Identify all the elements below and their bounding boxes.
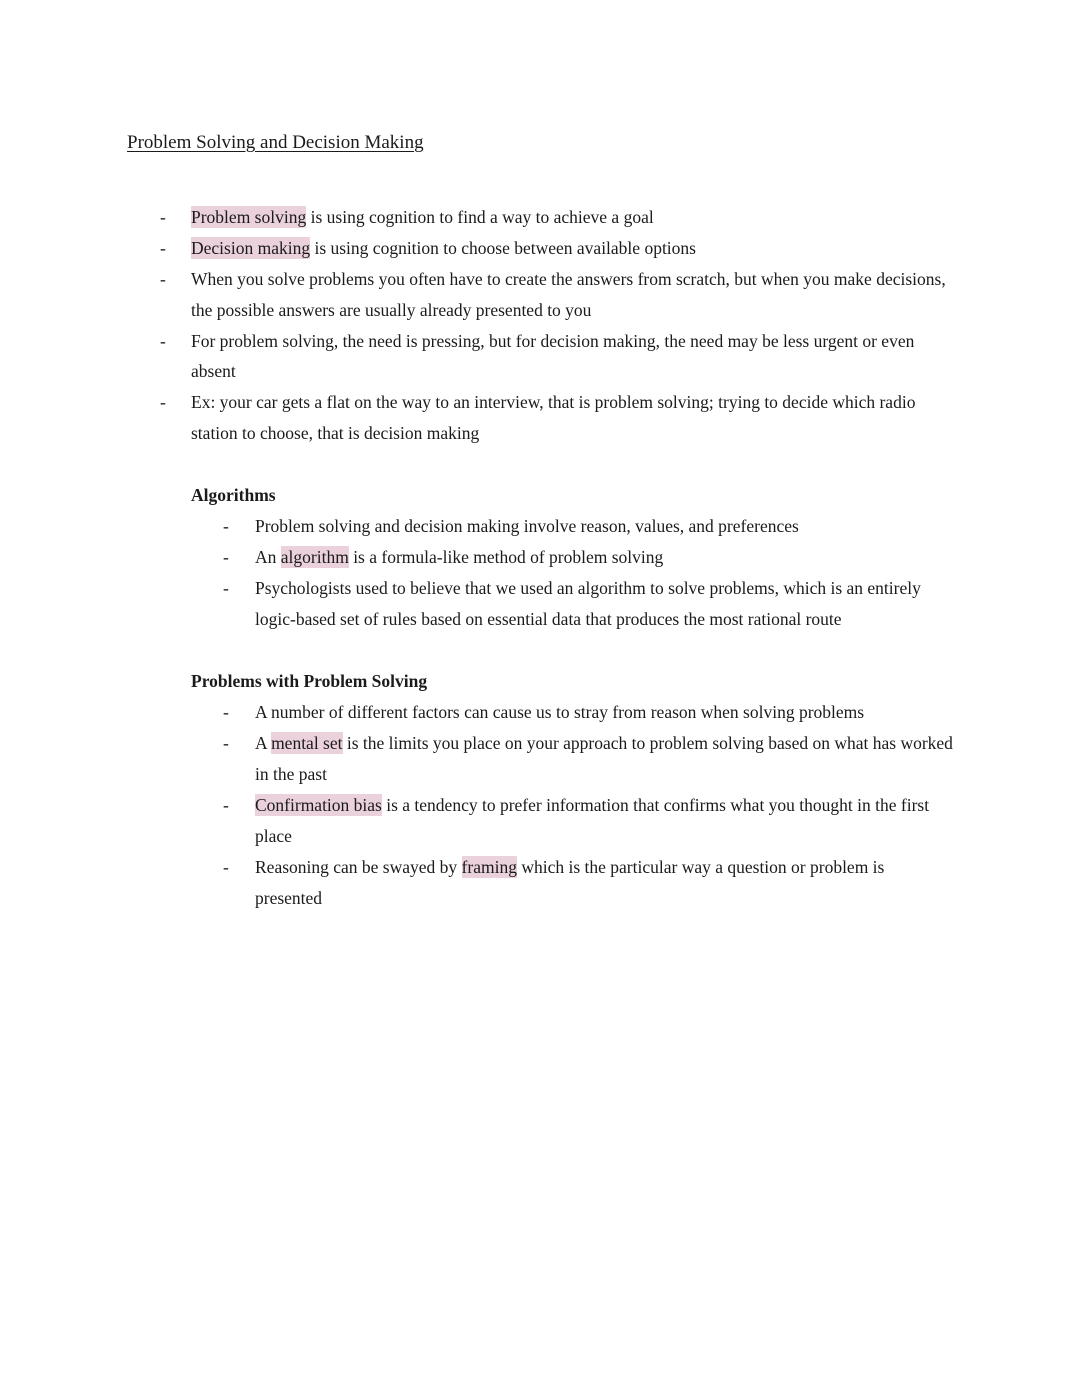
- list-item-text: [191, 233, 953, 264]
- text-segment: is the limits you place on your approach to problem solving based on what has worked in the past: [255, 733, 953, 785]
- text-segment: When you solve problems you often have to create the answers from scratch, but when you make decisions, the possible answers are usually already presented to you: [191, 268, 946, 320]
- list-item-text: [255, 728, 953, 790]
- dash-bullet: -: [223, 516, 229, 537]
- section-heading: Algorithms: [191, 485, 276, 506]
- list-item-text: [191, 326, 953, 388]
- document-content: [127, 202, 953, 914]
- bullet-list: [223, 511, 953, 635]
- list-item: [223, 728, 953, 790]
- highlighted-term: Decision making: [191, 237, 311, 258]
- dash-bullet: -: [223, 578, 229, 599]
- list-item-text: [191, 387, 953, 449]
- highlighted-term: framing: [461, 857, 517, 878]
- text-segment: is using cognition to find a way to achieve a goal: [306, 206, 654, 227]
- bullet-list: [160, 202, 953, 450]
- text-segment: A number of different factors can cause us to stray from reason when solving problems: [255, 702, 865, 723]
- list-item-text: [255, 511, 953, 542]
- text-segment: Psychologists used to believe that we used an algorithm to solve problems, which is an entirely logic-based set of rules based on essential data that produces the most rational route: [255, 578, 921, 630]
- list-item: [223, 790, 953, 852]
- list-item-text: [255, 852, 953, 914]
- list-item-text: [255, 697, 953, 728]
- list-item: [160, 202, 953, 233]
- highlighted-term: Problem solving: [191, 206, 307, 227]
- text-segment: Reasoning can be swayed by: [255, 857, 462, 878]
- dash-bullet: -: [223, 702, 229, 723]
- text-segment: Problem solving and decision making involve reason, values, and preferences: [255, 516, 799, 537]
- list-item-text: [191, 202, 953, 233]
- text-segment: A: [255, 733, 272, 754]
- highlighted-term: algorithm: [280, 547, 349, 568]
- section-heading: Problems with Problem Solving: [191, 671, 428, 692]
- list-item-text: [255, 790, 953, 852]
- dash-bullet: -: [160, 268, 166, 289]
- dash-bullet: -: [223, 547, 229, 568]
- list-item: [160, 264, 953, 326]
- page-title: Problem Solving and Decision Making: [127, 132, 424, 153]
- text-segment: An: [255, 547, 281, 568]
- list-item: [223, 852, 953, 914]
- dash-bullet: -: [223, 795, 229, 816]
- text-segment: is a formula-like method of problem solving: [348, 547, 664, 568]
- list-item: [160, 233, 953, 264]
- dash-bullet: -: [160, 330, 166, 351]
- highlighted-term: mental set: [271, 733, 343, 754]
- text-segment: which is the particular way a question or problem is presented: [255, 857, 885, 908]
- dash-bullet: -: [160, 237, 166, 258]
- list-item: [223, 573, 953, 635]
- list-item: [160, 387, 953, 449]
- list-item-text: [255, 573, 953, 635]
- text-segment: is using cognition to choose between available options: [310, 237, 696, 258]
- dash-bullet: -: [223, 733, 229, 754]
- dash-bullet: -: [160, 206, 166, 227]
- list-item: [223, 542, 953, 573]
- text-segment: Ex: your car gets a flat on the way to an interview, that is problem solving; trying to decide which radio station to choose, that is decision making: [191, 392, 916, 444]
- list-item-text: [255, 542, 953, 573]
- dash-bullet: -: [160, 392, 166, 413]
- text-segment: For problem solving, the need is pressing, but for decision making, the need may be less urgent or even absent: [191, 330, 915, 382]
- bullet-list: [223, 697, 953, 914]
- list-item: [160, 326, 953, 388]
- dash-bullet: -: [223, 857, 229, 878]
- list-item-text: [191, 264, 953, 326]
- list-item: [223, 511, 953, 542]
- list-item: [223, 697, 953, 728]
- highlighted-term: Confirmation bias: [255, 795, 382, 816]
- text-segment: is a tendency to prefer information that confirms what you thought in the first place: [255, 795, 930, 847]
